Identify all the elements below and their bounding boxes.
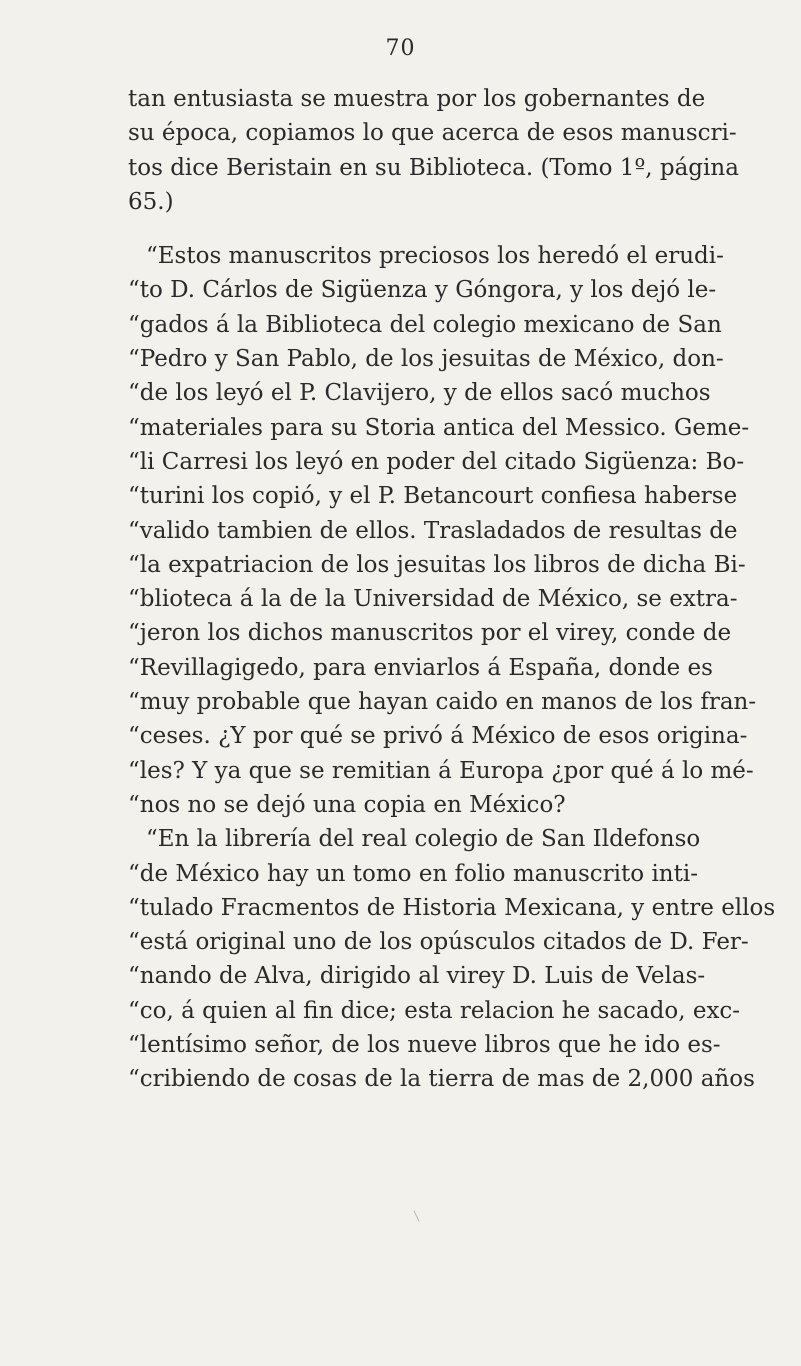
text-line: “muy probable que hayan caido en manos de los fran- — [128, 689, 757, 716]
text-line: “En la librería del real colegio de San Ildefonso — [146, 826, 701, 853]
text-line: “valido tambien de ellos. Trasladados de resultas de — [128, 517, 738, 544]
text-line: “les? Y ya que se remitian á Europa ¿por qué á lo mé- — [128, 757, 754, 784]
text-line: “de México hay un tomo en folio manuscrito inti- — [128, 860, 698, 887]
text-line: su época, copiamos lo que acerca de esos manuscri- — [128, 120, 737, 147]
text-line: “está original uno de los opúsculos citados de D. Fer- — [128, 929, 749, 956]
text-line: “tulado Fracmentos de Historia Mexicana, y entre ellos — [128, 894, 776, 921]
text-line: “materiales para su Storia antica del Messico. Geme- — [128, 414, 750, 441]
text-line: “Revillagigedo, para enviarlos á España, donde es — [128, 654, 713, 681]
text-line: “lentísimo señor, de los nueve libros que he ido es- — [128, 1032, 721, 1059]
text-line: “turini los copió, y el P. Betancourt confiesa haberse — [128, 483, 738, 510]
text-line: “li Carresi los leyó en poder del citado Sigüenza: Bo- — [128, 448, 745, 475]
paragraph-gap — [128, 219, 698, 239]
page-mark — [414, 1210, 420, 1221]
text-line: tan entusiasta se muestra por los gobernantes de — [128, 86, 706, 112]
text-line: “jeron los dichos manuscritos por el virey, conde de — [128, 620, 732, 647]
text-line: “nos no se dejó una copia en México? — [128, 791, 566, 818]
text-line: “Estos manuscritos preciosos los heredó el erudi- — [146, 243, 724, 270]
text-line: “cribiendo de cosas de la tierra de mas de 2,000 años — [128, 1066, 755, 1093]
text-line: “blioteca á la de la Universidad de México, se extra- — [128, 586, 738, 613]
text-line: 65.) — [128, 188, 174, 215]
text-line: “ceses. ¿Y por qué se privó á México de esos origina- — [128, 723, 748, 750]
text-line: “gados á la Biblioteca del colegio mexicano de San — [128, 311, 722, 338]
text-line: “Pedro y San Pablo, de los jesuitas de México, don- — [128, 346, 724, 373]
text-line: “la expatriacion de los jesuitas los libros de dicha Bi- — [128, 551, 746, 578]
text-line: “de los leyó el P. Clavijero, y de ellos sacó muchos — [128, 380, 711, 407]
text-line: “nando de Alva, dirigido al virey D. Luis de Velas- — [128, 963, 706, 990]
text-line: “co, á quien al fin dice; esta relacion he sacado, exc- — [128, 997, 741, 1024]
text-line: “to D. Cárlos de Sigüenza y Góngora, y los dejó le- — [128, 277, 717, 304]
page-number: 70 — [385, 36, 416, 61]
text-line: tos dice Beristain en su Biblioteca. (Tomo 1º, página — [128, 154, 739, 181]
page-text — [128, 82, 776, 1097]
